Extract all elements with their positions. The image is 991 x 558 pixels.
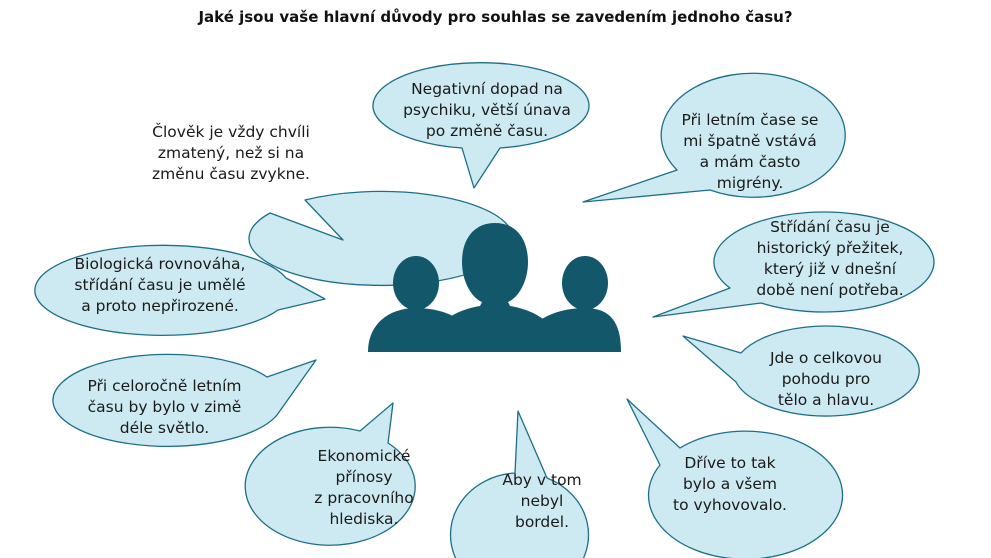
bubble-text-celorocne-letni: Při celoročně letním času by bylo v zimě déle světlo.: [87, 376, 242, 437]
bubble-text-letni-cas-migreny: Při letním čase se mi špatně vstává a mám často migrény.: [681, 111, 819, 192]
bubble-text-zmateny: Člověk je vždy chvíli zmatený, než si na změnu času zvykne.: [152, 122, 310, 183]
bubble-text-celkova-pohoda: Jde o celkovou pohodu pro tělo a hlavu.: [769, 348, 883, 409]
diagram-title: Jaké jsou vaše hlavní důvody pro souhlas se zavedením jednoho času?: [198, 8, 793, 26]
bubble-text-biologicka-rovnovaha: Biologická rovnováha, střídání času je umělé a proto nepřirozené.: [74, 254, 246, 315]
bubble-text-bordel: Aby v tom nebyl bordel.: [502, 470, 582, 531]
bubble-text-negativni-dopad: Negativní dopad na psychiku, větší únava po změně času.: [403, 79, 571, 140]
bubble-text-drive-to-tak-bylo: Dříve to tak bylo a všem to vyhovovalo.: [673, 453, 787, 514]
bubble-text-ekonomicke-prinosy: Ekonomické přínosy z pracovního hlediska.: [314, 447, 414, 528]
bubble-text-historicky-prezitek: Střídání času je historický přežitek, který již v dnešní době není potřeba.: [756, 218, 904, 299]
